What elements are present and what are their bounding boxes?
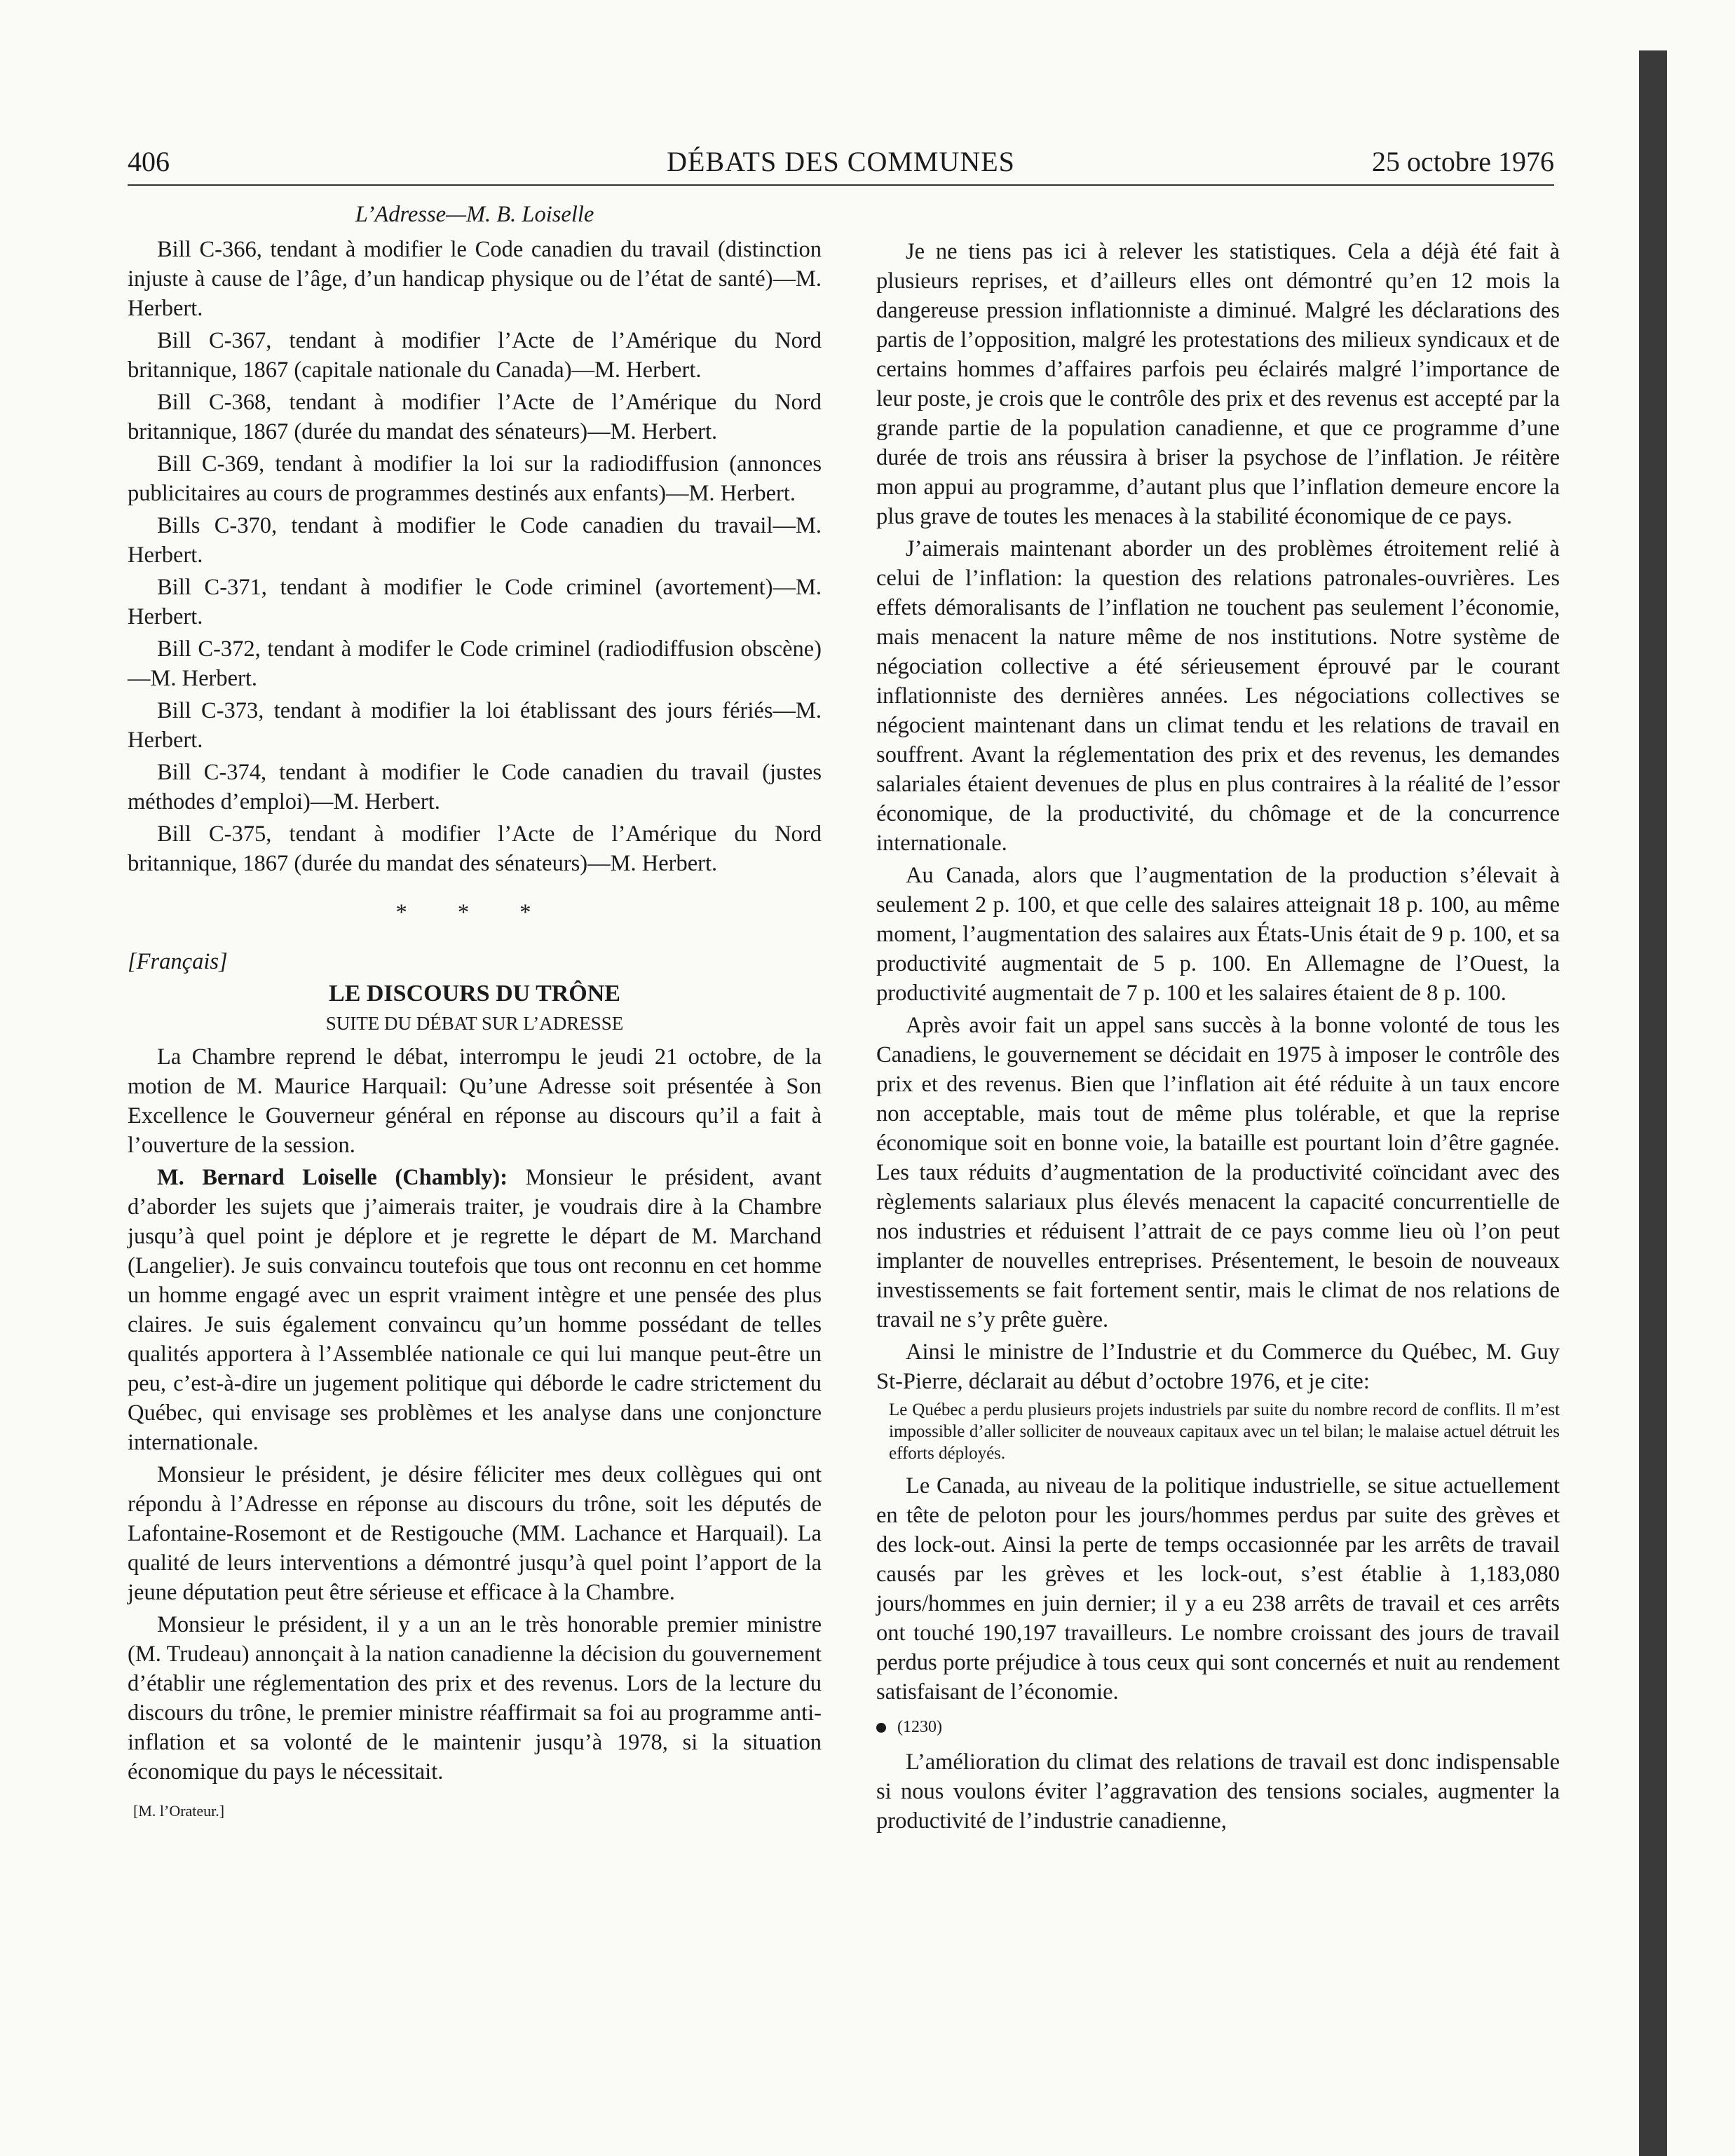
time-marker [876,1712,1560,1742]
speech-paragraph: Après avoir fait un appel sans succès à la bonne volonté de tous les Canadiens, le gouvernement se décidait en 1975 à imposer le contrôle des prix et des revenus. Bien que l’inflation ait été réduite à un taux encore non acceptable, mais tout de même plus tolérable, et que la reprise économique soit en bonne voie, la bataille est pourtant loin d’être gagnée. Les taux réduits d’augmentation de la productivité coïncidant avec des règlements salariaux plus élevés menacent la capacité concurrentielle de nos industries et réduisent l’attrait de ce pays comme lieu où l’on peut implanter de nouvelles entreprises. Présentement, le besoin de nouveaux investissements se fait fortement sentir, mais le climat de nos relations de travail ne s’y prête guère. [876,1013,1560,1332]
speech-paragraph: L’amélioration du climat des relations de travail est donc indispensable si nous voulons éviter l’aggravation des tensions sociales, augmenter la productivité de l’industrie canadienne, [876,1749,1560,1834]
speech-paragraph [128,1163,822,1457]
left-column [128,200,822,1826]
publication-date: 25 octobre 1976 [1372,146,1554,177]
speech-paragraph: Monsieur le président, il y a un an le très honorable premier ministre (M. Trudeau) annonçait à la nation canadienne la décision du gouvernement d’établir une réglementation des prix et des revenus. Lors de la lecture du discours du trône, le premier ministre réaffirmait sa foi au programme anti-inflation et sa volonté de le maintenir jusqu’à 1978, si la situation économique du pays le nécessitait. [128,1612,822,1785]
language-tag: [Français] [128,949,228,974]
page-header [128,144,1554,186]
speech-paragraph: J’aimerais maintenant aborder un des problèmes étroitement relié à celui de l’inflation: la question des relations patronales-ouvrières. Les effets démoralisants de l’inflation ne touchent pas seulement l’économie, mais menacent la nature même de nos institutions. Notre système de négociation collective a été sérieusement éprouvé par le courant inflationniste des dernières années. Les négociations collectives se négocient maintenant dans un climat tendu et les relations de travail en souffrent. Avant la réglementation des prix et des revenus, les demandes salariales étaient devenues de plus en plus contraires à la réalité de l’essor économique, de la productivité, du chômage et de la concurrence internationale. [876,536,1560,856]
section-subtitle: SUITE DU DÉBAT SUR L’ADRESSE [325,1013,624,1034]
bill-entry: Bill C-374, tendant à modifier le Code canadien du travail (justes méthodes d’emploi)—M. Herbert. [128,760,822,814]
bill-entry: Bill C-367, tendant à modifier l’Acte de l’Amérique du Nord britannique, 1867 (capitale nationale du Canada)—M. Herbert. [128,328,822,383]
speech-paragraph: Monsieur le président, je désire féliciter mes deux collègues qui ont répondu à l’Adresse en réponse au discours du trône, soit les députés de Lafontaine-Rosemont et de Restigouche (MM. Lachance et Harquail). La qualité de leurs interventions a démontré jusqu’à quel point l’apport de la jeune députation peut être sérieuse et efficace à la Chambre. [128,1462,822,1605]
speaker-note: [M. l’Orateur.] [133,1802,225,1820]
bill-entry: Bill C-366, tendant à modifier le Code canadien du travail (distinction injuste à cause de l’âge, d’un handicap physique ou de l’état de santé)—M. Herbert. [128,237,822,321]
speech-paragraph: Au Canada, alors que l’augmentation de la production s’élevait à seulement 2 p. 100, et que celle des salaires atteignait 18 p. 100, au même moment, l’augmentation des salaires aux États-Unis était de 9 p. 100, et sa productivité augmentait de 5 p. 100. En Allemagne de l’Ouest, la productivité augmentait de 7 p. 100 et les salaires étaient de 8 p. 100. [876,863,1560,1006]
speech-text: Monsieur le président, avant d’aborder les sujets que j’aimerais traiter, je voudrais dire à la Chambre jusqu’à quel point je déplore et je regrette le départ de M. Marchand (Langelier). Je suis convaincu toutefois que tous ont reconnu en cet homme un homme engagé avec un esprit vraiment intègre et une pensée des plus claires. Je suis également convaincu qu’un homme possédant de telles qualités apportera à l’Assemblée nationale ce qui lui manque peut-être un peu, c’est-à-dire un jugement politique qui déborde le cadre strictement du Québec, qui envisage ses problèmes et les analyse dans une conjoncture internationale. [128,1165,822,1455]
quotation: Le Québec a perdu plusieurs projets industriels par suite du nombre record de conflits. Il m’est impossible d’aller solliciter de nouveaux capitaux avec un tel bilan; le malaise actuel détruit les efforts déployés. [889,1400,1560,1463]
scan-edge-shadow [1639,50,1667,2156]
bill-entry: Bill C-369, tendant à modifier la loi sur la radiodiffusion (annonces publicitaires au cours de programmes destinés aux enfants)—M. Herbert. [128,451,822,506]
bullet-icon [876,1723,886,1733]
section-title: LE DISCOURS DU TRÔNE [329,981,620,1007]
speech-paragraph: Je ne tiens pas ici à relever les statistiques. Cela a déjà été fait à plusieurs reprises, et d’ailleurs elles ont démontré qu’en 12 mois la dangereuse pression inflationniste a diminué. Malgré les déclarations des partis de l’opposition, malgré les protestations des milieux syndicaux et de certains hommes d’affaires parfois peu éclairés malgré l’importance de leur poste, je crois que le contrôle des prix et des revenus est accepté par la grande partie de la population canadienne, et que ce programme d’une durée de trois ans réussira à briser la psychose de l’inflation. Je réitère mon appui au programme, d’autant plus que l’inflation demeure encore la plus grave de toutes les menaces à la stabilité économique de ce pays. [876,239,1560,529]
debate-intro: La Chambre reprend le débat, interrompu le jeudi 21 octobre, de la motion de M. Maurice Harquail: Qu’une Adresse soit présentée à Son Excellence le Gouverneur général en réponse au discours qu’il a fait à l’ouverture de la session. [128,1044,822,1158]
bill-entry: Bill C-368, tendant à modifier l’Acte de l’Amérique du Nord britannique, 1867 (durée du mandat des sénateurs)—M. Herbert. [128,390,822,444]
bill-entry: Bill C-375, tendant à modifier l’Acte de l’Amérique du Nord britannique, 1867 (durée du mandat des sénateurs)—M. Herbert. [128,821,822,876]
bill-entry: Bill C-373, tendant à modifier la loi établissant des jours fériés—M. Herbert. [128,698,822,753]
running-head: L’Adresse—M. B. Loiselle [355,202,594,227]
speech-paragraph: Le Canada, au niveau de la politique industrielle, se situe actuellement en tête de peloton pour les jours/hommes perdus par suite des grèves et des lock-out. Ainsi la perte de temps occasionnée par les arrêts de travail causés par les grèves et les lock-out, s’est établie à 1,183,080 jours/hommes en juin dernier; il y a eu 238 arrêts de travail et ces arrêts ont touché 190,197 travailleurs. Le nombre croissant des jours de travail perdus porte préjudice à tous ceux qui sont concernés et nuit au rendement satisfaisant de l’économie. [876,1473,1560,1705]
speaker-name: M. Bernard Loiselle (Chambly): [157,1165,508,1190]
time-marker-text: (1230) [897,1718,942,1736]
bill-entry: Bill C-371, tendant à modifier le Code criminel (avortement)—M. Herbert. [128,575,822,629]
speech-paragraph: Ainsi le ministre de l’Industrie et du Commerce du Québec, M. Guy St-Pierre, déclarait au début d’octobre 1976, et je cite: [876,1339,1560,1394]
bill-entry: Bill C-372, tendant à modifer le Code criminel (radiodiffusion obscène)—M. Herbert. [128,636,822,691]
page-number: 406 [128,146,170,177]
publication-title: DÉBATS DES COMMUNES [667,146,1015,177]
bill-entry: Bills C-370, tendant à modifier le Code canadien du travail—M. Herbert. [128,513,822,568]
right-column [876,237,1560,1838]
section-separator: * * * [395,900,554,925]
